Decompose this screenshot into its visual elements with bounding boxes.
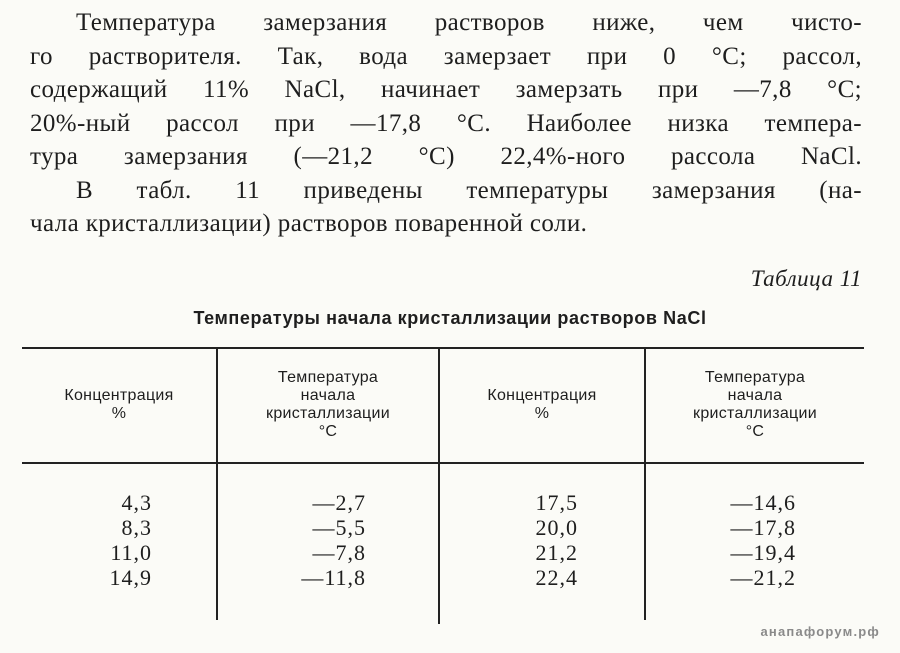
header-line: % [111, 405, 127, 422]
table-cell: 17,5 [535, 490, 578, 515]
paragraph-line: 20%-ный рассол при —17,8 °C. Наиболее низка темпера- [30, 109, 862, 137]
header-line: °C [318, 423, 338, 440]
header-line: Температура [704, 369, 806, 386]
header-concentration [440, 348, 644, 462]
header-line: кристаллизации [693, 405, 817, 422]
table-cell: —19,4 [730, 540, 796, 565]
table-cell: 21,2 [535, 540, 578, 565]
table-cell: 22,4 [535, 565, 578, 590]
paragraph-line: Температура замерзания растворов ниже, чем чисто- [76, 9, 862, 36]
header-line: Температура [277, 369, 379, 386]
concentration-column [470, 490, 578, 590]
table-cell: —11,8 [301, 565, 366, 590]
table-cell: —21,2 [730, 565, 796, 590]
header-line: °C [745, 423, 765, 440]
temperature-column [250, 490, 366, 590]
header-concentration [22, 348, 216, 462]
paragraph-line: тура замерзания (—21,2 °C) 22,4%-ного рассола NaCl. [30, 143, 862, 170]
header-line: кристаллизации [266, 405, 390, 422]
table-cell: 14,9 [109, 565, 152, 590]
watermark: анапафорум.рф [760, 624, 880, 639]
table-cell: 8,3 [121, 515, 152, 540]
table-cell: 4,3 [121, 490, 152, 515]
table-cell: —7,8 [312, 540, 366, 565]
table-cell: —5,5 [312, 515, 366, 540]
table-cell: 11,0 [110, 540, 152, 565]
header-line: Концентрация [487, 387, 597, 404]
table-cell: 20,0 [535, 515, 578, 540]
concentration-column [60, 490, 152, 590]
table-cell: —2,7 [312, 490, 366, 515]
table-cell: —14,6 [730, 490, 796, 515]
header-temperature [646, 348, 864, 462]
table-title: Температуры начала кристаллизации растворов NaCl [193, 308, 707, 328]
paragraph-line: В табл. 11 приведены температуры замерзания (на- [76, 176, 862, 204]
header-line: % [534, 405, 550, 422]
header-line: Концентрация [64, 387, 174, 404]
paragraph-line: содержащий 11% NaCl, начинает замерзать при —7,8 °C; [30, 76, 862, 103]
table-cell: —17,8 [730, 515, 796, 540]
table-header-rule [22, 462, 864, 464]
header-temperature [218, 348, 438, 462]
header-line: начала [300, 387, 356, 404]
paragraph-line: го растворителя. Так, вода замерзает при 0 °C; рассол, [30, 42, 862, 70]
table-label: Таблица 11 [750, 266, 862, 291]
paragraph-line: чала кристаллизации) растворов поваренной соли. [30, 210, 588, 237]
header-line: начала [727, 387, 783, 404]
temperature-column [680, 490, 796, 590]
body-paragraph [30, 6, 862, 241]
